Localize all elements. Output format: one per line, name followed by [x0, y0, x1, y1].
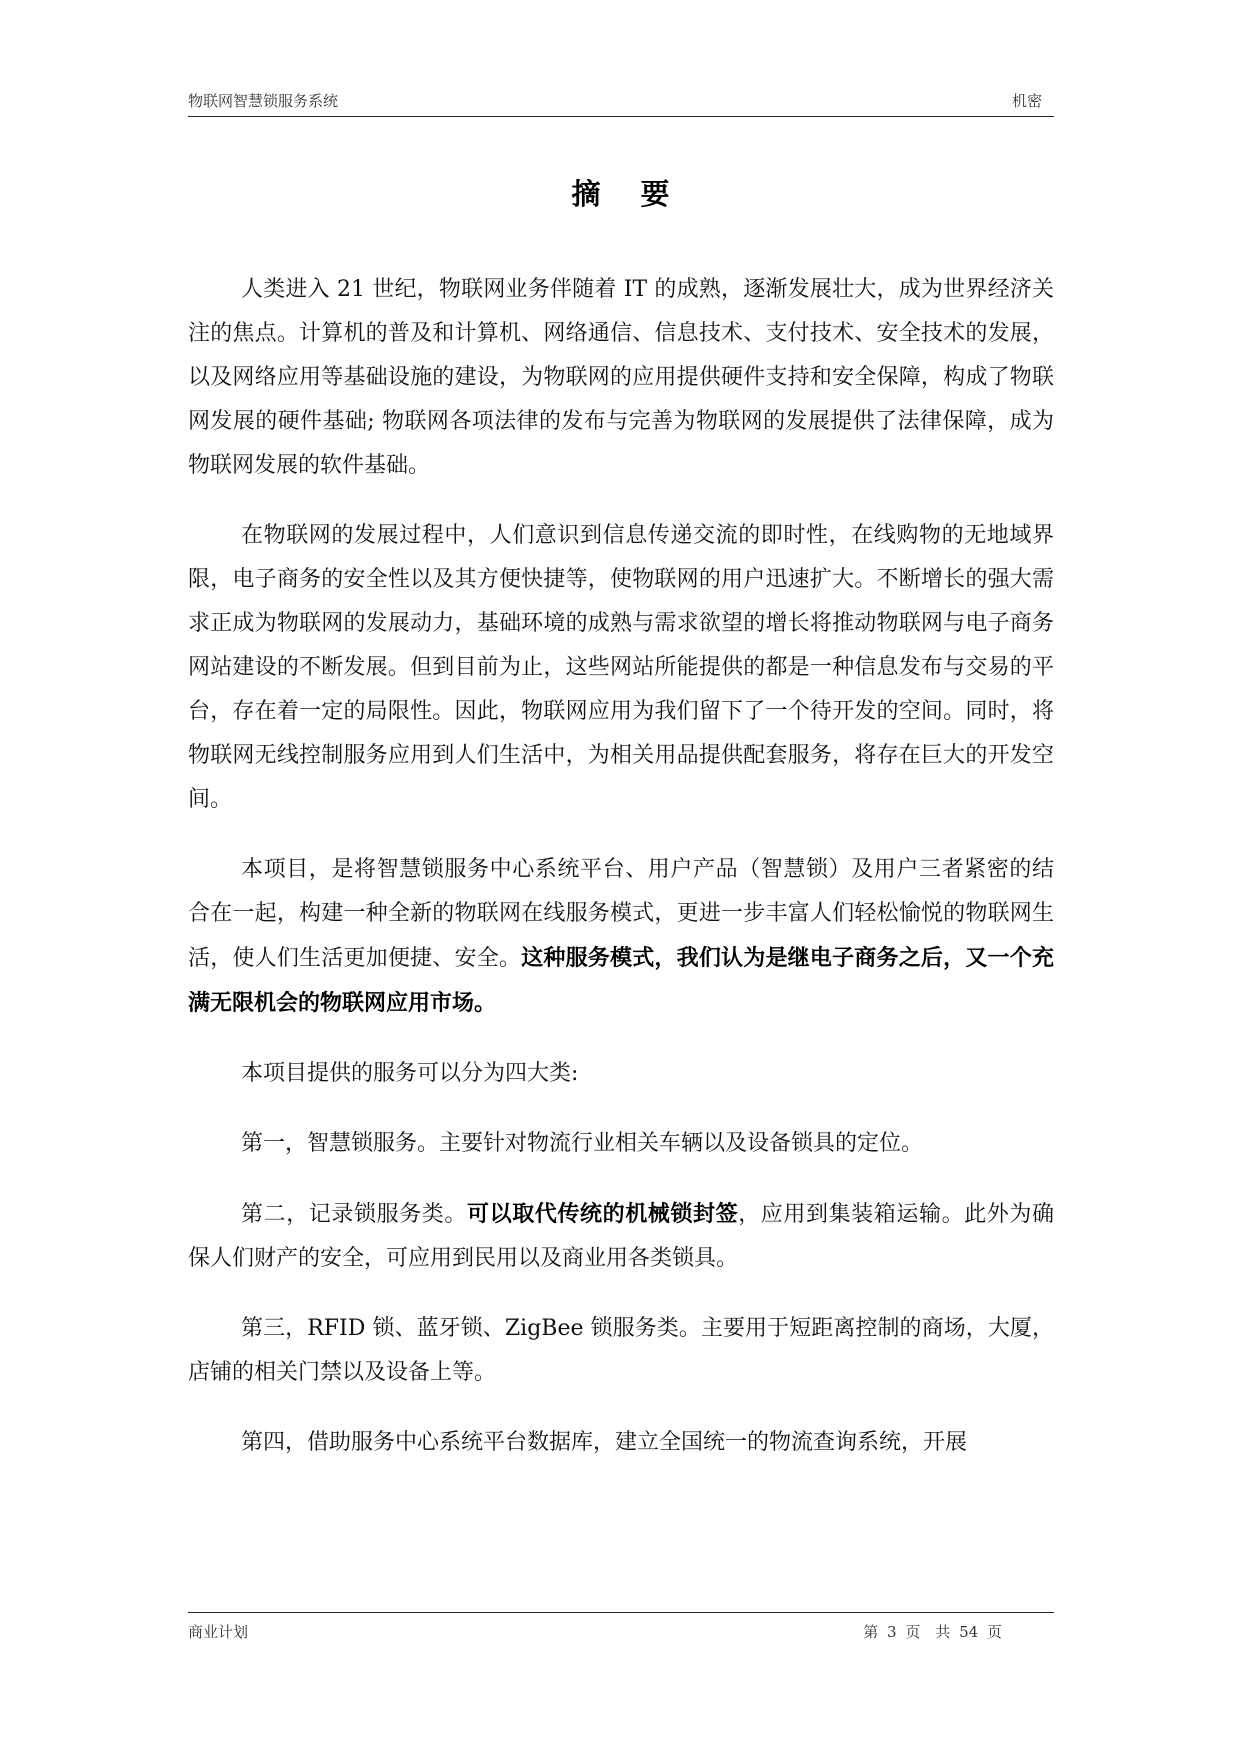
- paragraph-3: [188, 848, 1054, 1026]
- paragraph-7: [188, 1307, 1054, 1395]
- abstract-body: [188, 268, 1054, 1491]
- paragraph-2-text: 在物联网的发展过程中，人们意识到信息传递交流的即时性，在线购物的无地域界限，电子商务的安全性以及其方便快捷等，使物联网的用户迅速扩大。不断增长的强大需求正成为物联网的发展动力，基础环境的成熟与需求欲望的增长将推动物联网与电子商务网站建设的不断发展。但到目前为止，这些网站所能提供的都是一种信息发布与交易的平台，存在着一定的局限性。因此，物联网应用为我们留下了一个待开发的空间。同时，将物联网无线控制服务应用到人们生活中，为相关用品提供配套服务，将存在巨大的开发空间。: [188, 523, 1054, 812]
- paragraph-5-text: 第一，智慧锁服务。主要针对物流行业相关车辆以及设备锁具的定位。: [241, 1131, 924, 1156]
- paragraph-4: [188, 1052, 1054, 1096]
- paragraph-8-text: 第四，借助服务中心系统平台数据库，建立全国统一的物流查询系统，开展: [241, 1430, 968, 1455]
- paragraph-5: [188, 1122, 1054, 1166]
- paragraph-6-bold-text: 可以取代传统的机械锁封签: [467, 1201, 739, 1227]
- section-title: 摘要: [571, 177, 710, 211]
- page-footer: [188, 1612, 1054, 1643]
- footer-page-number: 第 3 页 共 54 页: [863, 1623, 1002, 1641]
- paragraph-1-text: 人类进入 21 世纪，物联网业务伴随着 IT 的成熟，逐渐发展壮大，成为世界经济关注的焦点。计算机的普及和计算机、网络通信、信息技术、支付技术、安全技术的发展，以及网络应用等基础设施的建设，为物联网的应用提供硬件支持和安全保障，构成了物联网发展的硬件基础; 物联网各项法律的发布与完善为物联网的发展提供了法律保障，成为物联网发展的软件基础。: [188, 277, 1054, 478]
- paragraph-8: [188, 1421, 1054, 1465]
- paragraph-6: [188, 1192, 1054, 1281]
- header-document-title: 物联网智慧锁服务系统: [188, 92, 339, 110]
- page-header: [188, 90, 1054, 117]
- paragraph-1: [188, 268, 1054, 488]
- paragraph-3-bold-text: 这种服务模式，我们认为是继电子商务之后，又一个充满无限机会的物联网应用市场。: [188, 945, 1054, 1016]
- paragraph-6-suffix: ，应用到集装箱运输。此外为确保人们财产的安全，可应用到民用以及商业用各类锁具。: [188, 1202, 1054, 1271]
- header-confidential-label: 机密: [1011, 92, 1042, 110]
- paragraph-2: [188, 514, 1054, 822]
- paragraph-4-text: 本项目提供的服务可以分为四大类:: [241, 1061, 579, 1086]
- paragraph-3-text: 本项目，是将智慧锁服务中心系统平台、用户产品（智慧锁）及用户三者紧密的结合在一起，构建一种全新的物联网在线服务模式，更进一步丰富人们轻松愉悦的物联网生活，使人们生活更加便捷、安全。: [188, 857, 1054, 971]
- paragraph-7-text: 第三，RFID 锁、蓝牙锁、ZigBee 锁服务类。主要用于短距离控制的商场，大厦，店铺的相关门禁以及设备上等。: [188, 1316, 1054, 1385]
- footer-section-label: 商业计划: [188, 1623, 249, 1641]
- paragraph-6-prefix: 第二，记录锁服务类。: [241, 1202, 467, 1227]
